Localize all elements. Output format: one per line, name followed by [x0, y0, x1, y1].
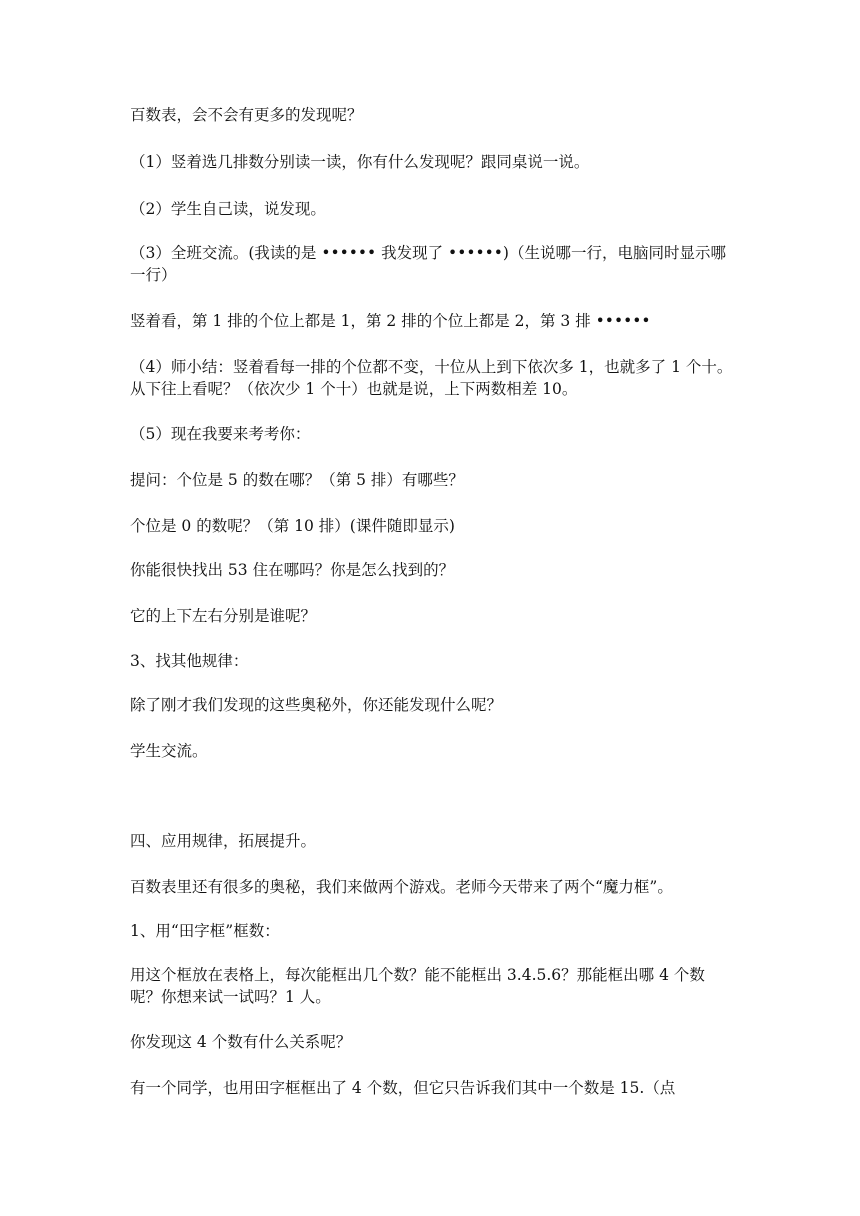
paragraph: 你发现这 4 个数有什么关系呢？	[130, 1033, 352, 1051]
paragraph: （4）师小结：竖着看每一排的个位都不变，十位从上到下依次多 1，也就多了 1 个十。从下往上看呢？（依次少 1 个十）也就是说，上下两数相差 10。	[130, 358, 733, 398]
paragraph: （1）竖着选几排数分别读一读，你有什么发现呢？跟同桌说一说。	[130, 153, 590, 171]
paragraph: 学生交流。	[130, 742, 208, 760]
paragraph: （5）现在我要来考考你：	[130, 425, 311, 443]
paragraph: （3）全班交流。(我读的是 •••••• 我发现了 ••••••)（生说哪一行，电脑同时显示哪一行）	[130, 244, 726, 284]
paragraph: 你能很快找出 53 住在哪吗？你是怎么找到的？	[130, 561, 455, 579]
paragraph: 除了刚才我们发现的这些奥秘外，你还能发现什么呢？	[130, 696, 503, 714]
section-heading: 3、找其他规律：	[130, 652, 249, 670]
section-heading: 四、应用规律，拓展提升。	[130, 832, 317, 850]
section-heading: 1、用“田字框”框数：	[130, 922, 280, 940]
paragraph: 个位是 0 的数呢？（第 10 排）(课件随即显示)	[130, 517, 455, 535]
paragraph: 百数表，会不会有更多的发现呢？	[130, 106, 363, 124]
paragraph: 用这个框放在表格上，每次能框出几个数？能不能框出 3.4.5.6？那能框出哪 4 个数呢？你想来试一试吗？1 人。	[130, 966, 705, 1006]
paragraph: 百数表里还有很多的奥秘，我们来做两个游戏。老师今天带来了两个“魔力框”。	[130, 878, 673, 896]
paragraph: 它的上下左右分别是谁呢？	[130, 607, 317, 625]
paragraph: （2）学生自己读，说发现。	[130, 200, 326, 218]
paragraph: 有一个同学，也用田字框框出了 4 个数，但它只告诉我们其中一个数是 15.（点	[130, 1079, 676, 1097]
paragraph: 提问：个位是 5 的数在哪？（第 5 排）有哪些？	[130, 471, 464, 489]
paragraph: 竖着看，第 1 排的个位上都是 1，第 2 排的个位上都是 2，第 3 排 ••••••	[130, 312, 651, 330]
